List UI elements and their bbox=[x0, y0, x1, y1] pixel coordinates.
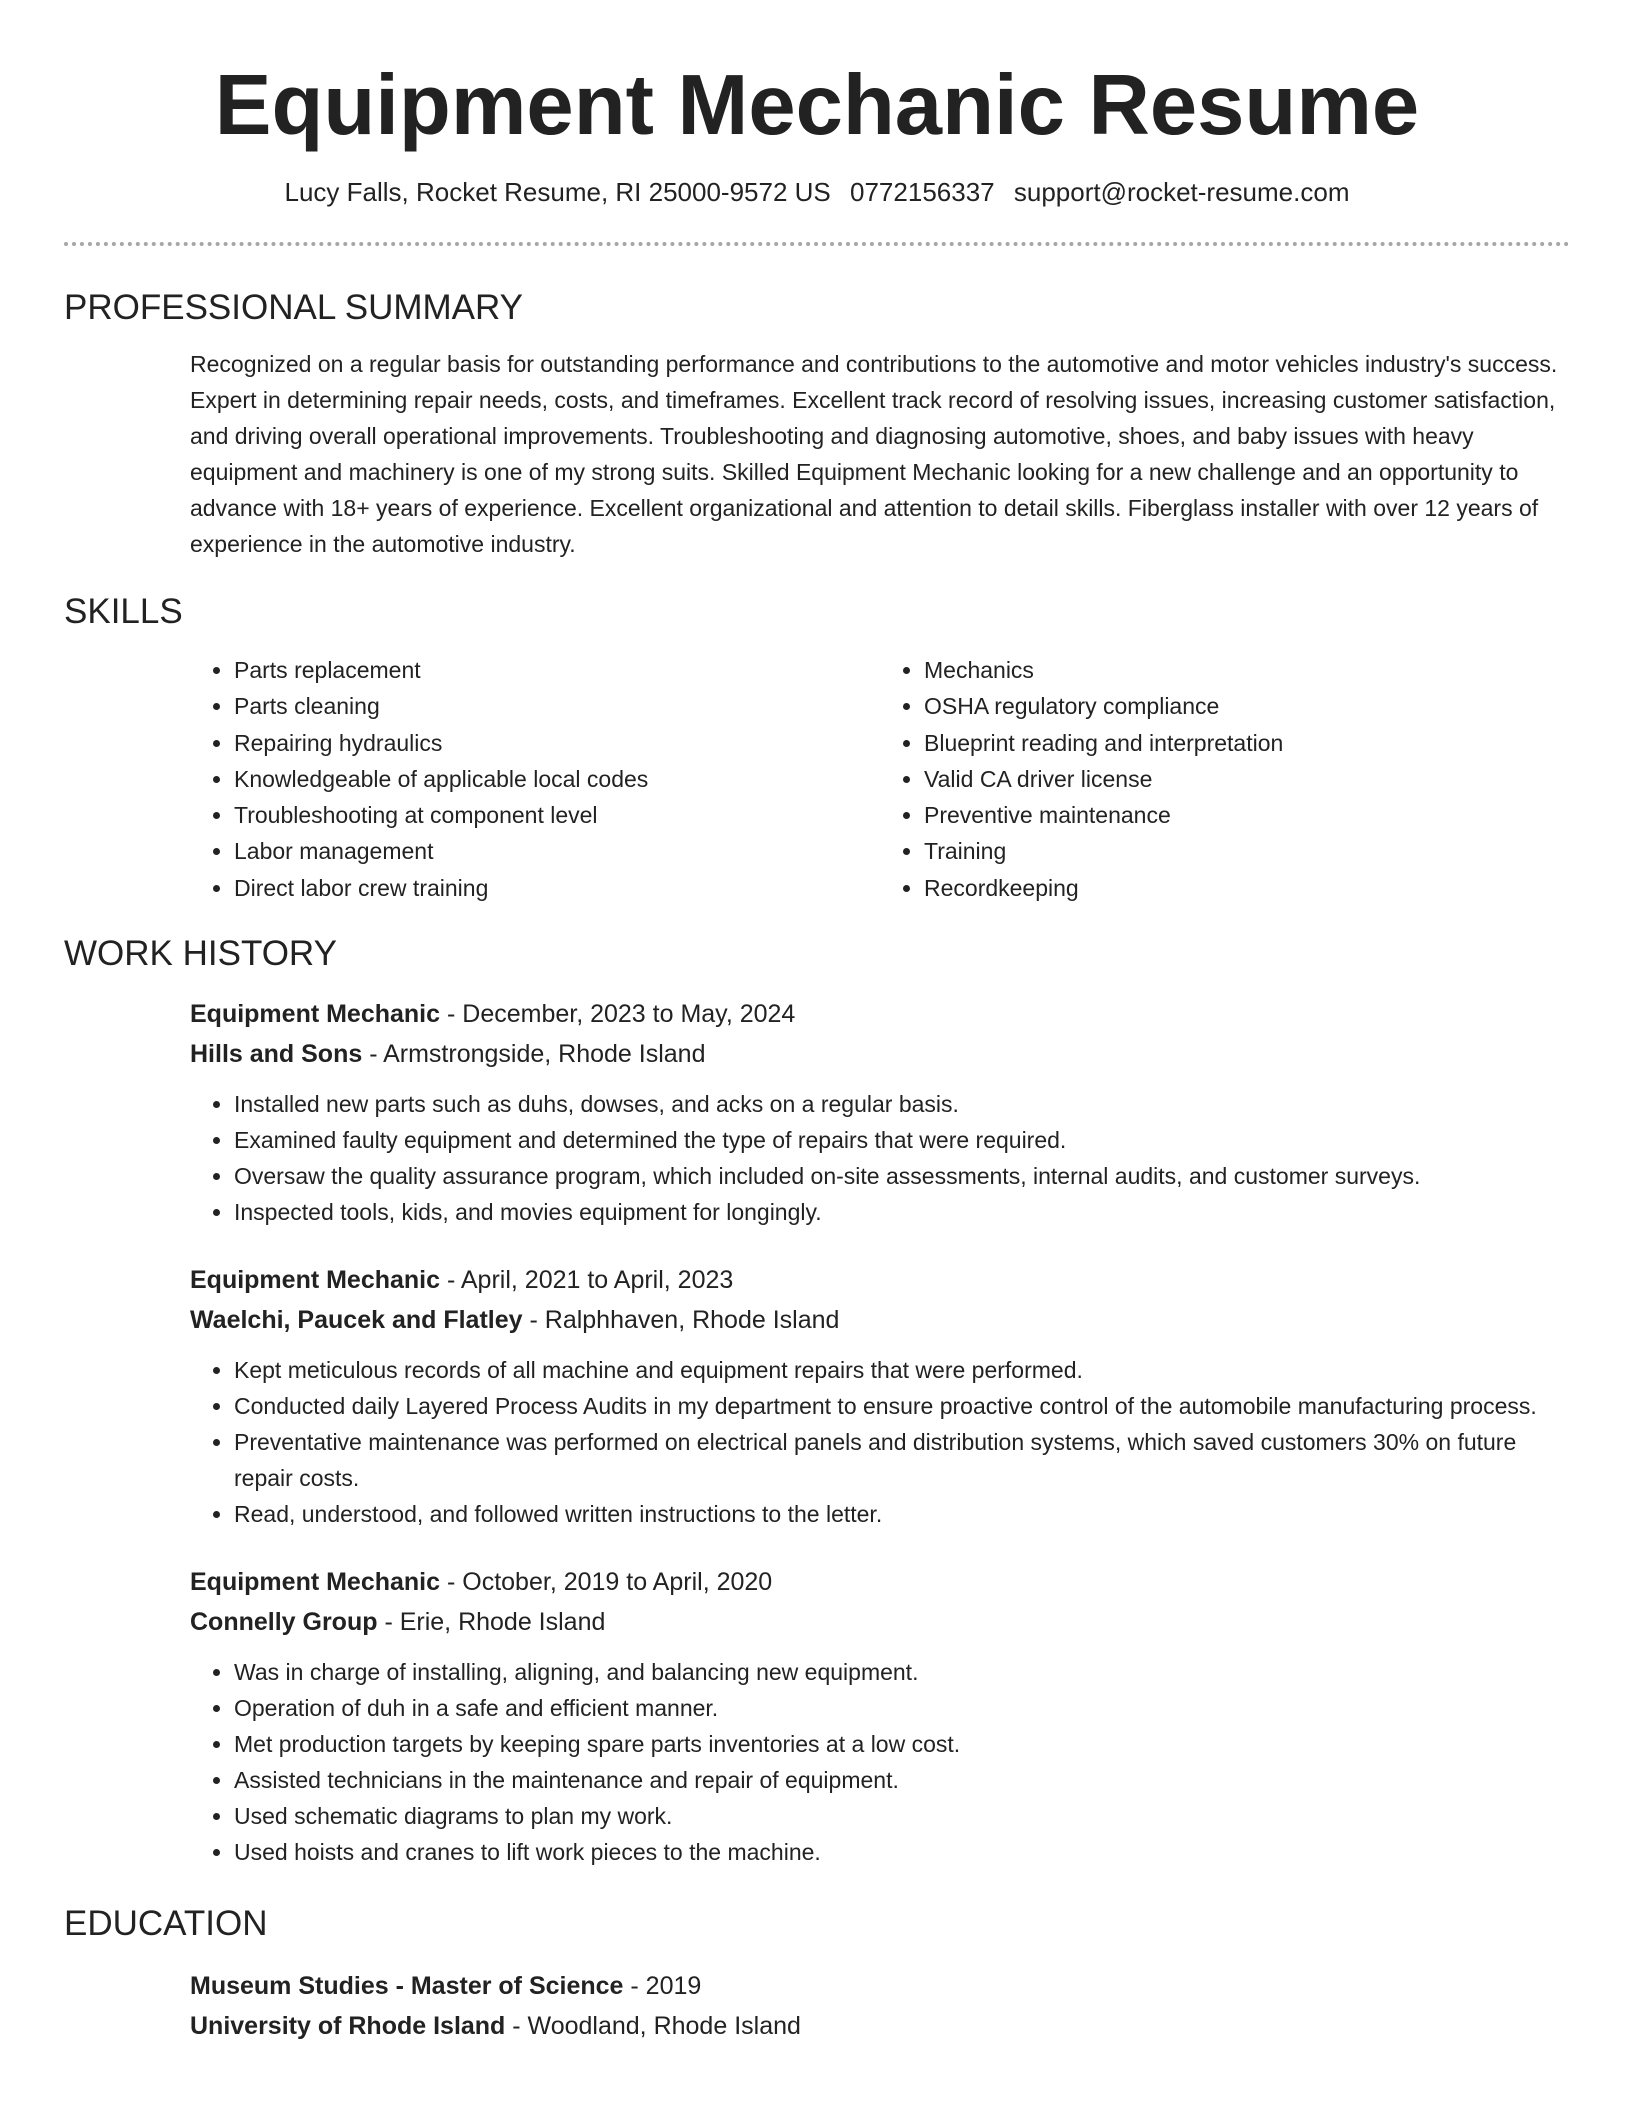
job-duty: • Inspected tools, kids, and movies equipment for longingly. bbox=[234, 1194, 1570, 1230]
skill-item: • Labor management bbox=[234, 833, 880, 869]
job-dates: - October, 2019 to April, 2020 bbox=[440, 1568, 773, 1597]
job-location: - Ralphhaven, Rhode Island bbox=[522, 1306, 840, 1335]
skill-item: • Preventive maintenance bbox=[924, 797, 1570, 833]
job-duty: • Used hoists and cranes to lift work pieces to the machine. bbox=[234, 1834, 1570, 1870]
school: University of Rhode Island bbox=[190, 2012, 506, 2041]
job-entry bbox=[190, 1562, 1570, 1870]
education-entry bbox=[190, 1966, 1570, 2046]
job-title-line bbox=[190, 1562, 1570, 1602]
skill-item: • Repairing hydraulics bbox=[234, 725, 880, 761]
job-duty: • Was in charge of installing, aligning, and balancing new equipment. bbox=[234, 1654, 1570, 1690]
job-location: - Armstrongside, Rhode Island bbox=[362, 1040, 706, 1069]
job-title: Equipment Mechanic bbox=[190, 1568, 441, 1597]
skills-column-left bbox=[190, 652, 880, 906]
job-company: Connelly Group bbox=[190, 1608, 378, 1637]
job-entry bbox=[190, 1260, 1570, 1532]
skill-item: • Knowledgeable of applicable local codes bbox=[234, 761, 880, 797]
job-title-line bbox=[190, 994, 1570, 1034]
job-duty: • Kept meticulous records of all machine and equipment repairs that were performed. bbox=[234, 1352, 1570, 1388]
header-divider bbox=[64, 242, 1570, 246]
skill-item: • Training bbox=[924, 833, 1570, 869]
job-company-line bbox=[190, 1300, 1570, 1340]
job-location: - Erie, Rhode Island bbox=[377, 1608, 606, 1637]
job-duty: • Examined faulty equipment and determined the type of repairs that were required. bbox=[234, 1122, 1570, 1158]
job-duty: • Operation of duh in a safe and efficient manner. bbox=[234, 1690, 1570, 1726]
skill-item: • Parts cleaning bbox=[234, 688, 880, 724]
job-duty: • Assisted technicians in the maintenance and repair of equipment. bbox=[234, 1762, 1570, 1798]
job-title: Equipment Mechanic bbox=[190, 1266, 441, 1295]
job-duty: • Read, understood, and followed written instructions to the letter. bbox=[234, 1496, 1570, 1532]
skill-item: • Direct labor crew training bbox=[234, 870, 880, 906]
job-duty: • Met production targets by keeping spare parts inventories at a low cost. bbox=[234, 1726, 1570, 1762]
skill-item: • Mechanics bbox=[924, 652, 1570, 688]
resume-title: Equipment Mechanic Resume bbox=[214, 58, 1420, 153]
school-location: - Woodland, Rhode Island bbox=[505, 2012, 801, 2041]
skill-item: • Valid CA driver license bbox=[924, 761, 1570, 797]
job-duties bbox=[190, 1654, 1570, 1870]
job-title-line bbox=[190, 1260, 1570, 1300]
education-heading: EDUCATION bbox=[64, 1904, 268, 1944]
school-line bbox=[190, 2006, 1570, 2046]
job-duty: • Used schematic diagrams to plan my work. bbox=[234, 1798, 1570, 1834]
job-company: Hills and Sons bbox=[190, 1040, 363, 1069]
degree-line bbox=[190, 1966, 1570, 2006]
skill-item: • Troubleshooting at component level bbox=[234, 797, 880, 833]
job-duty: • Installed new parts such as duhs, dowses, and acks on a regular basis. bbox=[234, 1086, 1570, 1122]
skill-item: • Recordkeeping bbox=[924, 870, 1570, 906]
skill-item: • Blueprint reading and interpretation bbox=[924, 725, 1570, 761]
resume-page bbox=[64, 0, 1570, 2046]
job-duty: • Conducted daily Layered Process Audits in my department to ensure proactive control of the automobile manufacturing process. bbox=[234, 1388, 1570, 1424]
job-duties bbox=[190, 1352, 1570, 1532]
skills-list bbox=[190, 652, 1570, 906]
contact-info bbox=[64, 176, 1570, 208]
job-dates: - April, 2021 to April, 2023 bbox=[440, 1266, 734, 1295]
skills-heading: SKILLS bbox=[64, 592, 183, 631]
job-company-line bbox=[190, 1602, 1570, 1642]
contact-phone: 0772156337 bbox=[850, 177, 995, 207]
job-company: Waelchi, Paucek and Flatley bbox=[190, 1306, 523, 1335]
contact-email: support@rocket-resume.com bbox=[1013, 177, 1350, 207]
job-duties bbox=[190, 1086, 1570, 1230]
job-dates: - December, 2023 to May, 2024 bbox=[440, 1000, 796, 1029]
degree: Museum Studies - Master of Science bbox=[190, 1972, 624, 2001]
job-duty: • Oversaw the quality assurance program, which included on-site assessments, internal audits, and customer surveys. bbox=[234, 1158, 1570, 1194]
job-duty: • Preventative maintenance was performed on electrical panels and distribution systems, which saved customers 30% on future repair costs. bbox=[234, 1424, 1570, 1496]
skills-column-right bbox=[880, 652, 1570, 906]
summary-text: Recognized on a regular basis for outstanding performance and contributions to the automotive and motor vehicles industry's success. Expert in determining repair needs, costs, and timeframes. Excellent track record of resolving issues, increasing customer satisfaction, and driving overall operational improvements. Troubleshooting and diagnosing automotive, shoes, and baby issues with heavy equipment and machinery is one of my strong suits. Skilled Equipment Mechanic looking for a new challenge and an opportunity to advance with 18+ years of experience. Excellent organizational and attention to detail skills. Fiberglass installer with over 12 years of experience in the automotive industry. bbox=[190, 351, 1558, 557]
summary-heading: PROFESSIONAL SUMMARY bbox=[64, 288, 523, 327]
contact-address: Lucy Falls, Rocket Resume, RI 25000-9572 US bbox=[284, 177, 831, 207]
job-title: Equipment Mechanic bbox=[190, 1000, 441, 1029]
work-history-heading: WORK HISTORY bbox=[64, 934, 337, 974]
job-entry bbox=[190, 994, 1570, 1230]
skill-item: • OSHA regulatory compliance bbox=[924, 688, 1570, 724]
job-company-line bbox=[190, 1034, 1570, 1074]
degree-year: - 2019 bbox=[623, 1972, 702, 2001]
skill-item: • Parts replacement bbox=[234, 652, 880, 688]
